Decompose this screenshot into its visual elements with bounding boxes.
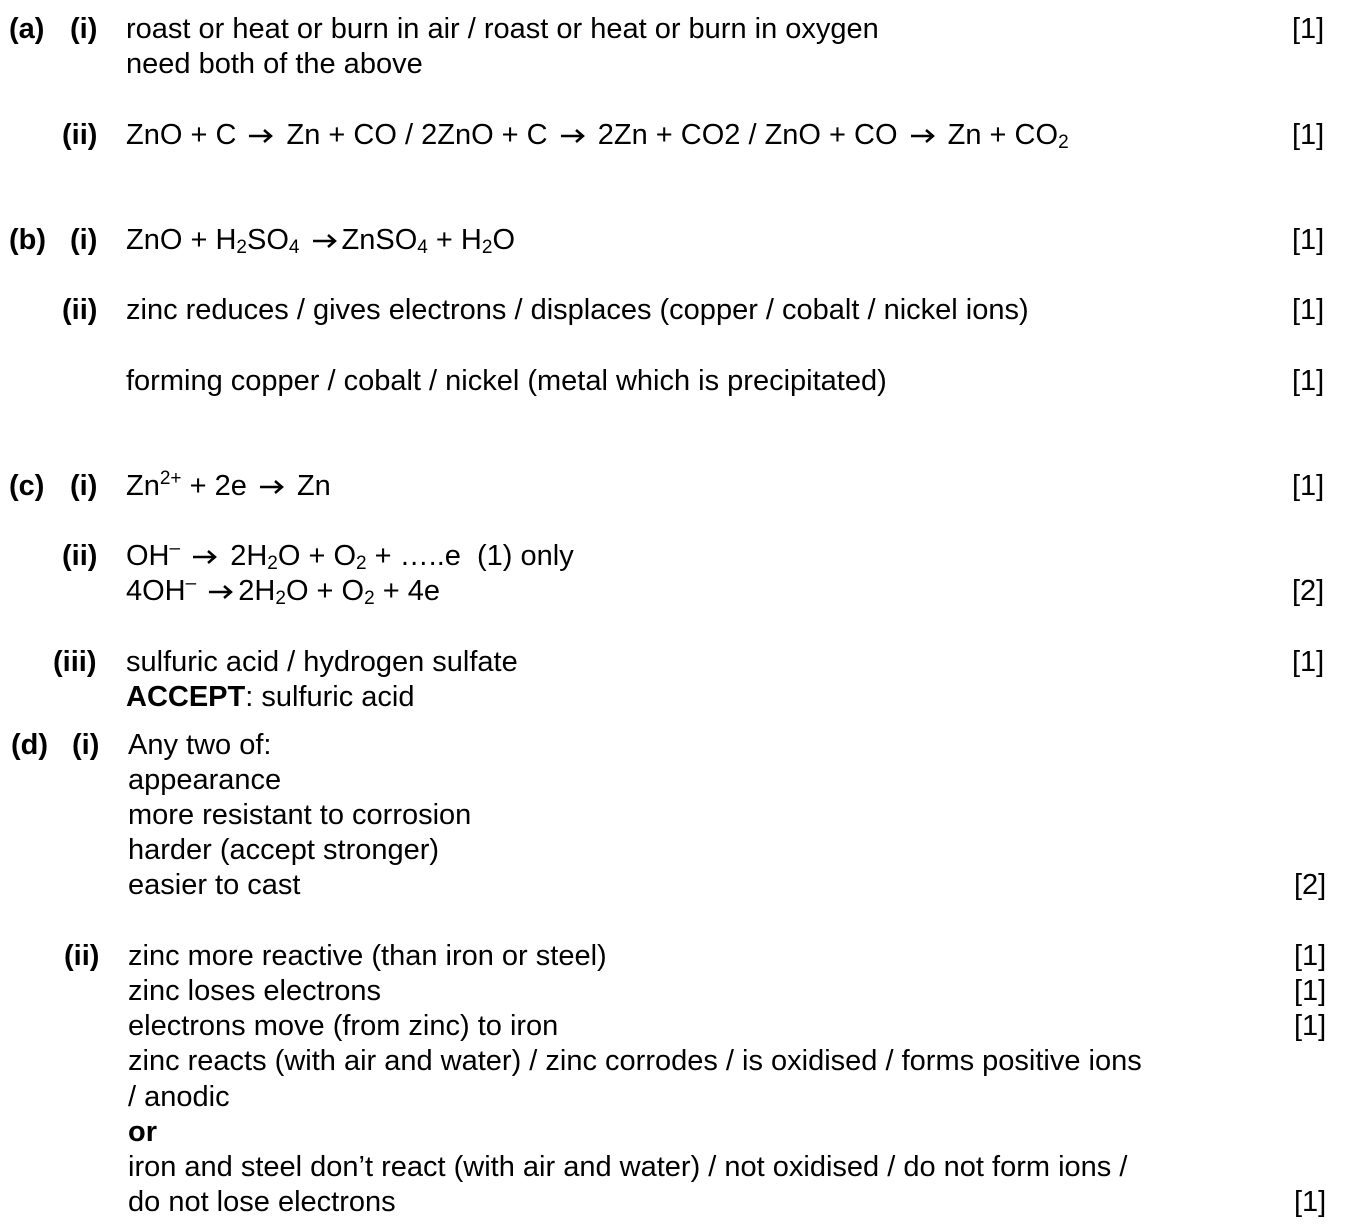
eq-c2-s1: 2 [267,553,278,574]
eq-c-sup: 2+ [159,468,182,489]
part-a-i-mark: [1] [1292,13,1325,45]
part-c-iii-label: (iii) [53,646,97,678]
eq-c-t3: Zn [296,470,331,502]
part-a-i-line2: need both of the above [126,48,423,80]
eq-b-s3: 4 [417,237,428,258]
part-d-ii-mark: [1] [1294,940,1327,972]
accept-text: : sulfuric acid [245,681,415,713]
part-c-i-mark: [1] [1292,470,1325,502]
right-arrow-icon [190,548,220,566]
part-d-ii-line: zinc more reactive (than iron or steel) [128,940,607,972]
eq-c2-s2: 2 [356,553,367,574]
part-b-ii-mark2: [1] [1292,365,1325,397]
eq-c-t1: Zn [126,470,160,502]
part-d-ii-mark: [1] [1294,1010,1327,1042]
part-b-ii-line1: zinc reduces / gives electrons / displaces (copper / cobalt / nickel ions) [126,294,1029,326]
eq-c2-t2: 2H [230,540,268,572]
part-d-ii-line: zinc loses electrons [128,975,382,1007]
part-d-ii-line: zinc reacts (with air and water) / zinc corrodes / is oxidised / forms positive ions [128,1045,1142,1077]
right-arrow-icon [908,127,938,145]
part-d-ii-label: (ii) [64,940,100,972]
part-c-label: (c) [9,470,45,502]
eq-a-seg1: ZnO + C [126,119,237,151]
right-arrow-icon [206,583,236,601]
right-arrow-icon [257,478,287,496]
part-d-ii-mark: [1] [1294,1186,1327,1218]
part-d-i-line: harder (accept stronger) [128,834,440,866]
eq-b-t4: + H [427,224,482,256]
part-d-ii-line: iron and steel don’t react (with air and water) / not oxidised / do not form ions / [128,1151,1128,1183]
part-c-ii-line1 [126,539,574,574]
part-a-i-line1: roast or heat or burn in air / roast or heat or burn in oxygen [126,13,879,45]
part-b-i-equation [126,223,515,258]
eq-a-seg4: Zn + CO [947,119,1059,151]
eq-b-t5: O [492,224,515,256]
part-d-i-line: Any two of: [128,729,272,761]
right-arrow-icon [558,127,588,145]
eq-b-t3: ZnSO [341,224,418,256]
part-a-ii-mark: [1] [1292,119,1325,151]
part-c-iii-mark: [1] [1292,646,1325,678]
right-arrow-icon [310,232,340,250]
eq-c3-t3: O + O [285,575,365,607]
part-d-i-line: more resistant to corrosion [128,799,472,831]
part-a-ii-equation [126,118,1069,153]
part-d-ii-line: electrons move (from zinc) to iron [128,1010,559,1042]
eq-c3-s2: 2 [364,588,375,609]
eq-c3-s1: 2 [275,588,286,609]
eq-b-t1: ZnO + H [126,224,237,256]
eq-a-seg2: Zn + CO / 2ZnO + C [286,119,548,151]
part-a-i-label: (i) [70,13,98,45]
eq-c3-t1: 4OH [126,575,186,607]
part-c-ii-line2 [126,574,440,609]
part-c-iii-line1: sulfuric acid / hydrogen sulfate [126,646,518,678]
part-d-i-label: (i) [72,729,100,761]
part-b-i-label: (i) [70,224,98,256]
right-arrow-icon [246,127,276,145]
part-d-ii-or: or [128,1116,157,1148]
part-d-ii-line: / anodic [128,1081,230,1113]
part-b-ii-line2: forming copper / cobalt / nickel (metal which is precipitated) [126,365,887,397]
eq-b-s2: 4 [288,237,300,258]
eq-c2-t4: + …..e (1) only [366,540,574,572]
eq-c3-sup: – [185,573,197,594]
part-c-i-label: (i) [70,470,98,502]
eq-c3-t2: 2H [238,575,276,607]
part-c-i-equation [126,469,331,504]
part-c-ii-mark: [2] [1292,575,1325,607]
eq-b-s1: 2 [236,237,247,258]
eq-c-t2: + 2e [181,470,247,502]
part-a-label: (a) [9,13,45,45]
part-b-label: (b) [9,224,47,256]
part-c-ii-label: (ii) [62,540,98,572]
eq-c2-t1: OH [126,540,170,572]
part-c-iii-accept [126,680,414,715]
part-a-ii-label: (ii) [62,119,98,151]
part-d-ii-mark: [1] [1294,975,1327,1007]
eq-b-t2: SO [246,224,289,256]
part-d-label: (d) [11,729,49,761]
eq-a-seg3: 2Zn + CO2 / ZnO + CO [597,119,898,151]
part-d-i-mark: [2] [1294,869,1327,901]
accept-label: ACCEPT [126,681,246,713]
part-b-ii-mark1: [1] [1292,294,1325,326]
eq-b-s4: 2 [481,237,493,258]
part-d-i-line: appearance [128,764,282,796]
part-b-ii-label: (ii) [62,294,98,326]
part-b-i-mark: [1] [1292,224,1325,256]
part-d-ii-line: do not lose electrons [128,1186,396,1218]
eq-c3-t4: + 4e [374,575,440,607]
part-d-i-line: easier to cast [128,869,301,901]
eq-c2-t3: O + O [277,540,357,572]
eq-c2-sup: – [169,538,181,559]
eq-a-sub: 2 [1058,132,1069,153]
